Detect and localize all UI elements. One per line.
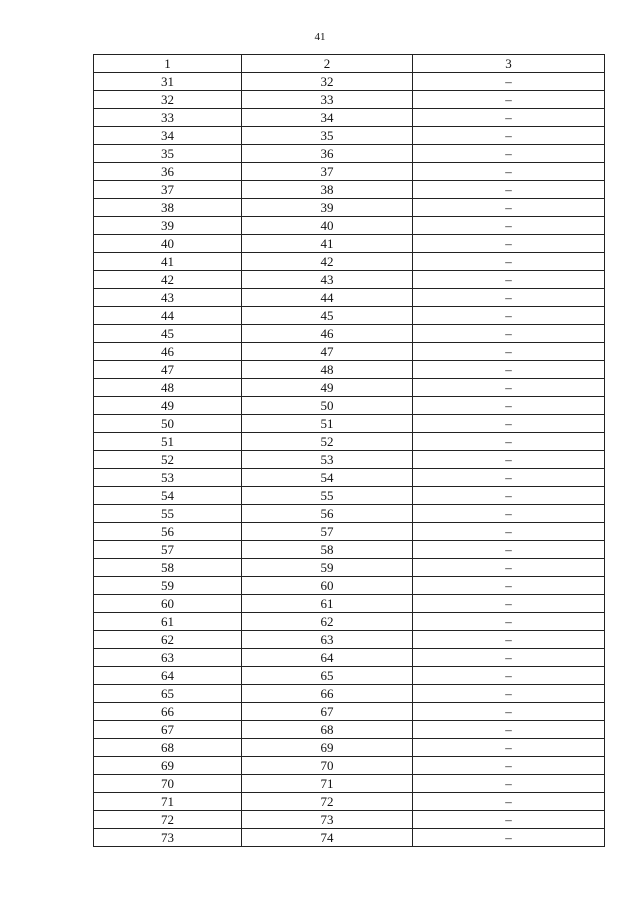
- table-cell-col-1: 37: [94, 181, 242, 199]
- table-cell-col-3: –: [413, 91, 605, 109]
- table-cell-col-3: –: [413, 253, 605, 271]
- table-cell-col-3: –: [413, 811, 605, 829]
- table-cell-col-1: 34: [94, 127, 242, 145]
- table-row: [94, 289, 605, 307]
- table-row: [94, 127, 605, 145]
- table-cell-col-3: –: [413, 685, 605, 703]
- table-cell-col-2: 62: [242, 613, 413, 631]
- table-cell-col-3: –: [413, 505, 605, 523]
- table-cell-col-3: –: [413, 379, 605, 397]
- table-row: [94, 613, 605, 631]
- table-cell-col-1: 58: [94, 559, 242, 577]
- table-cell-col-2: 51: [242, 415, 413, 433]
- table-cell-col-3: –: [413, 181, 605, 199]
- table-cell-col-3: –: [413, 235, 605, 253]
- table-row: [94, 829, 605, 847]
- table-cell-col-2: 55: [242, 487, 413, 505]
- table-cell-col-1: 43: [94, 289, 242, 307]
- table-cell-col-3: –: [413, 775, 605, 793]
- table-cell-col-2: 41: [242, 235, 413, 253]
- table-cell-col-3: –: [413, 271, 605, 289]
- table-row: [94, 91, 605, 109]
- table-row: [94, 739, 605, 757]
- table-cell-col-2: 47: [242, 343, 413, 361]
- table-row: [94, 379, 605, 397]
- table-row: [94, 397, 605, 415]
- table-cell-col-3: –: [413, 289, 605, 307]
- table-cell-col-1: 31: [94, 73, 242, 91]
- table-cell-col-1: 73: [94, 829, 242, 847]
- table-cell-col-2: 36: [242, 145, 413, 163]
- table-cell-col-1: 69: [94, 757, 242, 775]
- table-row: [94, 595, 605, 613]
- table-row: [94, 73, 605, 91]
- table-cell-col-1: 59: [94, 577, 242, 595]
- table-cell-col-2: 44: [242, 289, 413, 307]
- table-cell-col-3: –: [413, 829, 605, 847]
- table-row: [94, 181, 605, 199]
- table-cell-col-1: 60: [94, 595, 242, 613]
- table-row: [94, 487, 605, 505]
- column-header-1: 1: [94, 55, 242, 73]
- table-cell-col-2: 71: [242, 775, 413, 793]
- table-row: [94, 631, 605, 649]
- table-cell-col-3: –: [413, 217, 605, 235]
- table-cell-col-2: 40: [242, 217, 413, 235]
- table-row: [94, 109, 605, 127]
- table-cell-col-3: –: [413, 739, 605, 757]
- table-cell-col-2: 73: [242, 811, 413, 829]
- table-cell-col-1: 52: [94, 451, 242, 469]
- table-cell-col-1: 50: [94, 415, 242, 433]
- table-cell-col-3: –: [413, 397, 605, 415]
- table-cell-col-2: 70: [242, 757, 413, 775]
- table-cell-col-1: 72: [94, 811, 242, 829]
- table-cell-col-1: 45: [94, 325, 242, 343]
- table-row: [94, 199, 605, 217]
- table-cell-col-1: 41: [94, 253, 242, 271]
- table-cell-col-2: 65: [242, 667, 413, 685]
- table-row: [94, 325, 605, 343]
- table-cell-col-2: 67: [242, 703, 413, 721]
- table-cell-col-3: –: [413, 109, 605, 127]
- table-row: [94, 559, 605, 577]
- table-row: [94, 163, 605, 181]
- table-cell-col-2: 52: [242, 433, 413, 451]
- table-row: [94, 649, 605, 667]
- table-cell-col-3: –: [413, 631, 605, 649]
- column-header-3: 3: [413, 55, 605, 73]
- table-cell-col-3: –: [413, 73, 605, 91]
- table-row: [94, 433, 605, 451]
- table-body: [94, 73, 605, 847]
- table-cell-col-1: 57: [94, 541, 242, 559]
- table-cell-col-1: 42: [94, 271, 242, 289]
- table-row: [94, 361, 605, 379]
- table-row: [94, 775, 605, 793]
- table-cell-col-1: 36: [94, 163, 242, 181]
- table-cell-col-2: 43: [242, 271, 413, 289]
- table-cell-col-2: 50: [242, 397, 413, 415]
- table-cell-col-2: 54: [242, 469, 413, 487]
- table-cell-col-3: –: [413, 163, 605, 181]
- table-cell-col-3: –: [413, 415, 605, 433]
- table-cell-col-1: 46: [94, 343, 242, 361]
- table-cell-col-3: –: [413, 199, 605, 217]
- table-row: [94, 415, 605, 433]
- table-cell-col-1: 66: [94, 703, 242, 721]
- table-cell-col-3: –: [413, 325, 605, 343]
- table-cell-col-2: 49: [242, 379, 413, 397]
- table-row: [94, 757, 605, 775]
- table-cell-col-1: 56: [94, 523, 242, 541]
- table-cell-col-2: 61: [242, 595, 413, 613]
- table-row: [94, 721, 605, 739]
- table-cell-col-3: –: [413, 145, 605, 163]
- table-cell-col-1: 53: [94, 469, 242, 487]
- table-row: [94, 451, 605, 469]
- table-row: [94, 541, 605, 559]
- table-row: [94, 793, 605, 811]
- table-cell-col-1: 33: [94, 109, 242, 127]
- table-cell-col-2: 42: [242, 253, 413, 271]
- table-row: [94, 271, 605, 289]
- table-cell-col-3: –: [413, 595, 605, 613]
- table-header-row: [94, 55, 605, 73]
- table-cell-col-1: 65: [94, 685, 242, 703]
- table-row: [94, 577, 605, 595]
- table-row: [94, 811, 605, 829]
- table-cell-col-2: 69: [242, 739, 413, 757]
- table-cell-col-3: –: [413, 307, 605, 325]
- table-row: [94, 667, 605, 685]
- table-cell-col-1: 55: [94, 505, 242, 523]
- table-cell-col-2: 59: [242, 559, 413, 577]
- table-cell-col-2: 74: [242, 829, 413, 847]
- table-cell-col-2: 45: [242, 307, 413, 325]
- table-cell-col-2: 53: [242, 451, 413, 469]
- table-cell-col-3: –: [413, 703, 605, 721]
- table-cell-col-2: 64: [242, 649, 413, 667]
- table-cell-col-3: –: [413, 613, 605, 631]
- table-row: [94, 307, 605, 325]
- table-cell-col-2: 46: [242, 325, 413, 343]
- table-row: [94, 343, 605, 361]
- table-row: [94, 469, 605, 487]
- table-cell-col-2: 63: [242, 631, 413, 649]
- table-row: [94, 505, 605, 523]
- table-cell-col-3: –: [413, 541, 605, 559]
- table-row: [94, 685, 605, 703]
- table-cell-col-1: 71: [94, 793, 242, 811]
- table-cell-col-1: 47: [94, 361, 242, 379]
- table-cell-col-2: 66: [242, 685, 413, 703]
- table-row: [94, 523, 605, 541]
- table-cell-col-1: 38: [94, 199, 242, 217]
- table-row: [94, 235, 605, 253]
- table-cell-col-3: –: [413, 667, 605, 685]
- table-cell-col-3: –: [413, 793, 605, 811]
- table-cell-col-2: 60: [242, 577, 413, 595]
- table-row: [94, 703, 605, 721]
- table-cell-col-1: 68: [94, 739, 242, 757]
- table-cell-col-1: 39: [94, 217, 242, 235]
- table-cell-col-1: 62: [94, 631, 242, 649]
- table-cell-col-3: –: [413, 127, 605, 145]
- table-cell-col-1: 54: [94, 487, 242, 505]
- table-cell-col-3: –: [413, 451, 605, 469]
- table-cell-col-1: 70: [94, 775, 242, 793]
- table-cell-col-2: 38: [242, 181, 413, 199]
- table-cell-col-3: –: [413, 757, 605, 775]
- table-cell-col-2: 32: [242, 73, 413, 91]
- table-cell-col-1: 63: [94, 649, 242, 667]
- table-cell-col-3: –: [413, 487, 605, 505]
- table-cell-col-1: 64: [94, 667, 242, 685]
- table-cell-col-1: 51: [94, 433, 242, 451]
- table-cell-col-2: 37: [242, 163, 413, 181]
- table-row: [94, 253, 605, 271]
- table-cell-col-3: –: [413, 577, 605, 595]
- table-cell-col-2: 57: [242, 523, 413, 541]
- table-cell-col-3: –: [413, 523, 605, 541]
- table-cell-col-2: 33: [242, 91, 413, 109]
- table-cell-col-1: 61: [94, 613, 242, 631]
- data-table: [93, 54, 605, 847]
- table-cell-col-3: –: [413, 433, 605, 451]
- table-cell-col-1: 44: [94, 307, 242, 325]
- column-header-2: 2: [242, 55, 413, 73]
- table-cell-col-2: 56: [242, 505, 413, 523]
- table-cell-col-2: 39: [242, 199, 413, 217]
- table-cell-col-2: 68: [242, 721, 413, 739]
- table-cell-col-3: –: [413, 559, 605, 577]
- table-row: [94, 217, 605, 235]
- table-cell-col-1: 35: [94, 145, 242, 163]
- table-cell-col-2: 72: [242, 793, 413, 811]
- table-cell-col-1: 67: [94, 721, 242, 739]
- table-cell-col-3: –: [413, 649, 605, 667]
- page-number: 41: [314, 31, 326, 43]
- table-row: [94, 145, 605, 163]
- table-cell-col-3: –: [413, 343, 605, 361]
- table-cell-col-3: –: [413, 469, 605, 487]
- table-cell-col-2: 48: [242, 361, 413, 379]
- table-cell-col-1: 40: [94, 235, 242, 253]
- table-cell-col-1: 49: [94, 397, 242, 415]
- table-cell-col-2: 58: [242, 541, 413, 559]
- table-cell-col-1: 32: [94, 91, 242, 109]
- table-cell-col-2: 34: [242, 109, 413, 127]
- table-cell-col-3: –: [413, 361, 605, 379]
- table-cell-col-1: 48: [94, 379, 242, 397]
- table-cell-col-2: 35: [242, 127, 413, 145]
- table-cell-col-3: –: [413, 721, 605, 739]
